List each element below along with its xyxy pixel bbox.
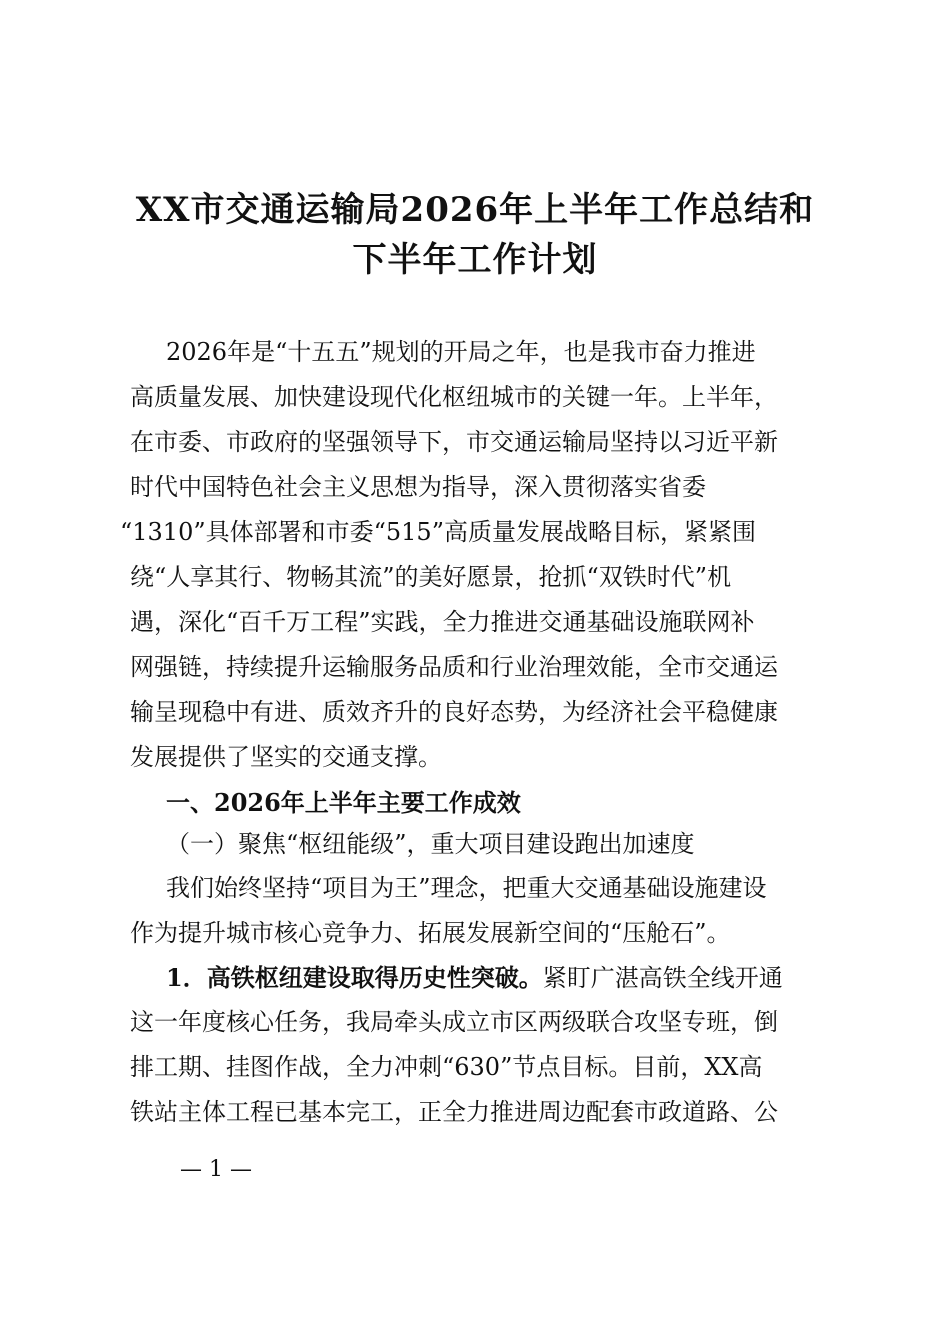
item1-line-1 [166,955,830,1001]
intro-line-7: 遇，深化“百千万工程”实践，全力推进交通基础设施联网补 [130,608,755,636]
item1-heading: 1．高铁枢纽建设取得历史性突破。 [166,963,543,992]
page-number: — 1 — [180,1157,252,1182]
intro-line-6: 绕“人享其行、物畅其流”的美好愿景，抢抓“双铁时代”机 [130,563,732,591]
item1-line-3: 排工期、挂图作战，全力冲刺“630”节点目标。目前，XX高 [130,1053,763,1081]
intro-line-1: 2026年是“十五五”规划的开局之年，也是我市奋力推进 [166,338,756,366]
document-title-line-1: XX市交通运输局2026年上半年工作总结和 [135,190,815,230]
document-title-line-2: 下半年工作计划 [352,240,598,280]
para2-line-1: 我们始终坚持“项目为王”理念，把重大交通基础设施建设 [166,874,767,902]
subsection-heading-1: （一）聚焦“枢纽能级”，重大项目建设跑出加速度 [166,830,695,858]
para2-line-2: 作为提升城市核心竞争力、拓展发展新空间的“压舱石”。 [130,919,731,947]
item1-first-rest: 紧盯广湛高铁全线开通 [542,964,783,992]
section-heading-1: 一、2026年上半年主要工作成效 [166,788,521,817]
intro-line-9: 输呈现稳中有进、质效齐升的良好态势，为经济社会平稳健康 [130,698,778,726]
intro-line-10: 发展提供了坚实的交通支撑。 [130,743,442,771]
intro-line-5: “1310”具体部署和市委“515”高质量发展战略目标，紧紧围 [120,518,756,546]
intro-line-2: 高质量发展、加快建设现代化枢纽城市的关键一年。上半年， [130,383,778,411]
intro-line-3: 在市委、市政府的坚强领导下，市交通运输局坚持以习近平新 [130,428,778,456]
intro-line-4: 时代中国特色社会主义思想为指导，深入贯彻落实省委 [130,473,706,501]
item1-line-4: 铁站主体工程已基本完工，正全力推进周边配套市政道路、公 [130,1098,778,1126]
item1-line-2: 这一年度核心任务，我局牵头成立市区两级联合攻坚专班，倒 [130,1008,778,1036]
intro-line-8: 网强链，持续提升运输服务品质和行业治理效能，全市交通运 [130,653,778,681]
